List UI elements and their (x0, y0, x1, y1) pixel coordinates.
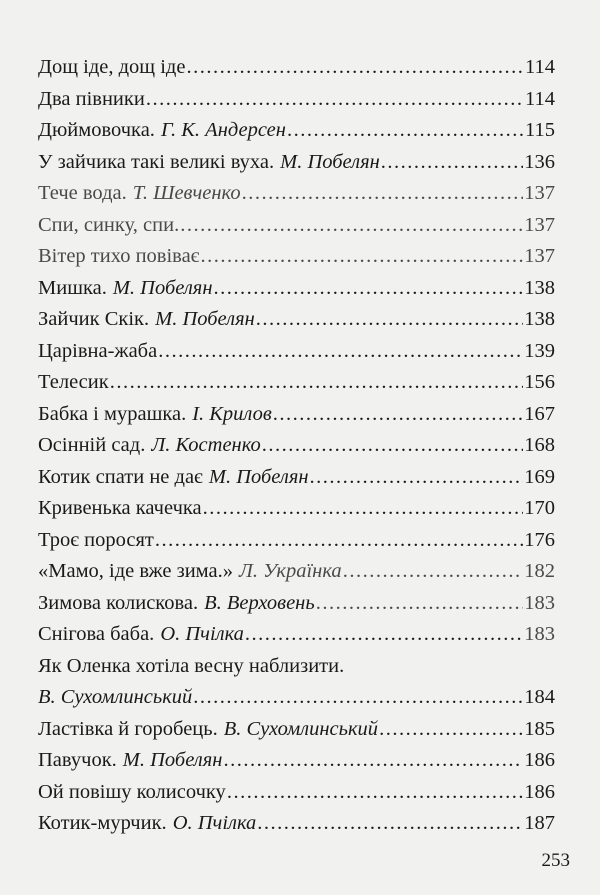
toc-entry-author: В. Сухомлинський (223, 717, 379, 740)
toc-entry-author: О. Пчілка (160, 623, 244, 645)
toc-entry-page: 183 (524, 591, 555, 614)
toc-entry (38, 777, 555, 809)
toc-entry (38, 430, 555, 462)
toc-entry-page: 183 (524, 623, 555, 645)
toc-entry (38, 367, 555, 399)
toc-entry-title: Царівна-жаба (38, 339, 158, 362)
toc-entry (38, 399, 555, 431)
toc-leader-dots (155, 525, 523, 557)
toc-leader-dots (316, 588, 524, 620)
toc-entry-title: Вітер тихо повіває (38, 245, 200, 267)
toc-entry-page: 114 (525, 87, 555, 110)
toc-entry-page: 138 (524, 308, 555, 330)
toc-leader-dots (343, 556, 524, 588)
toc-entry (38, 210, 555, 242)
toc-entry-author: Л. Українка (238, 560, 342, 582)
toc-entry (38, 493, 555, 525)
toc-entry (38, 336, 555, 368)
toc-leader-dots (273, 399, 523, 431)
page-number: 253 (541, 850, 570, 871)
toc-leader-dots (257, 808, 523, 840)
toc-entry (38, 84, 555, 116)
toc-entry-page: 156 (524, 371, 555, 393)
toc-entry (38, 651, 555, 683)
toc-leader-dots (146, 84, 524, 116)
toc-leader-dots (193, 682, 523, 714)
toc-leader-dots (287, 115, 524, 147)
toc-leader-dots (242, 178, 524, 210)
toc-entry-title: Ластівка й горобець. (38, 717, 218, 740)
toc-leader-dots (227, 777, 523, 809)
toc-entry-page: 137 (524, 245, 555, 267)
toc-entry-title: Спи, синку, спи. (38, 213, 180, 236)
toc-entry (38, 525, 555, 557)
toc-entry-page: 187 (524, 812, 555, 834)
toc-entry-title: У зайчика такі великі вуха. (38, 150, 275, 173)
toc-entry-title: Ой повішу колисочку (38, 780, 226, 803)
toc-entry-title: Зайчик Скік. (38, 308, 150, 330)
toc-entry-author: Г. К. Андерсен (160, 119, 286, 141)
toc-entry-page: 114 (525, 56, 555, 78)
toc-entry (38, 115, 555, 147)
toc-entry (38, 588, 555, 620)
toc-entry-author: М. Побелян (112, 276, 213, 299)
toc-entry-page: 184 (524, 686, 555, 708)
toc-entry-page: 137 (524, 213, 555, 236)
toc-entry (38, 462, 555, 494)
toc-leader-dots (214, 273, 524, 305)
table-of-contents (38, 52, 555, 840)
toc-entry-title: Павучок. (38, 749, 117, 771)
toc-entry-title: Котик спати не дає (38, 465, 203, 488)
toc-entry-author: М. Побелян (155, 308, 255, 330)
toc-entry (38, 714, 555, 746)
toc-leader-dots (262, 430, 523, 462)
toc-entry-page: 185 (524, 717, 555, 740)
toc-entry-author: В. Сухомлинський (38, 686, 193, 708)
toc-entry (38, 619, 555, 651)
toc-entry-author: О. Пчілка (172, 812, 257, 834)
toc-entry-page: 170 (524, 497, 555, 519)
toc-entry-title: Троє поросят (38, 528, 154, 551)
toc-entry-page: 186 (524, 749, 555, 771)
toc-leader-dots (245, 619, 523, 651)
toc-entry-author: Т. Шевченко (132, 182, 241, 204)
toc-entry-author: М. Побелян (280, 150, 380, 173)
toc-entry-author: І. Крилов (192, 402, 272, 425)
toc-leader-dots (256, 304, 523, 336)
toc-entry-title: Дюймовочка. (38, 119, 155, 141)
toc-entry (38, 178, 555, 210)
toc-entry-page: 115 (525, 119, 555, 141)
toc-entry-page: 168 (524, 434, 555, 456)
toc-entry-title: Кривенька качечка (38, 497, 202, 519)
toc-entry-title: Котик-мурчик. (38, 812, 167, 834)
toc-leader-dots (203, 493, 524, 525)
toc-leader-dots (379, 714, 523, 746)
toc-entry (38, 147, 555, 179)
toc-entry (38, 808, 555, 840)
toc-entry (38, 556, 555, 588)
toc-entry-page: 137 (524, 182, 555, 204)
toc-entry-author: В. Верховень (204, 591, 315, 614)
toc-entry-title: Осінній сад. (38, 434, 146, 456)
toc-entry-continuation (38, 682, 555, 714)
toc-entry-title: Тече вода. (38, 182, 127, 204)
toc-entry-page: 167 (524, 402, 555, 425)
toc-entry-page: 186 (524, 780, 555, 803)
toc-entry-title: Два півники (38, 87, 145, 110)
toc-entry (38, 241, 555, 273)
toc-entry-title: «Мамо, іде вже зима.» (38, 560, 233, 582)
toc-leader-dots (310, 462, 524, 494)
toc-entry-title: Мишка. (38, 276, 107, 299)
toc-entry-author: Л. Костенко (151, 434, 261, 456)
toc-entry-page: 182 (524, 560, 555, 582)
toc-entry (38, 304, 555, 336)
toc-entry-title: Телесик (38, 371, 109, 393)
toc-entry-title: Бабка і мурашка. (38, 402, 187, 425)
toc-leader-dots (158, 336, 523, 368)
toc-entry-page: 136 (524, 150, 555, 173)
toc-entry (38, 273, 555, 305)
toc-leader-dots (381, 147, 523, 179)
toc-entry-author: М. Побелян (208, 465, 309, 488)
toc-entry-page: 138 (524, 276, 555, 299)
toc-leader-dots (186, 52, 524, 84)
toc-entry-title: Снігова баба. (38, 623, 155, 645)
toc-leader-dots (223, 745, 523, 777)
toc-entry-title: Зимова колискова. (38, 591, 199, 614)
toc-leader-dots (200, 241, 523, 273)
toc-entry (38, 745, 555, 777)
toc-entry-page: 176 (524, 528, 555, 551)
toc-entry-title: Дощ іде, дощ іде (38, 56, 186, 78)
toc-entry-page: 139 (524, 339, 555, 362)
toc-entry (38, 52, 555, 84)
toc-entry-page: 169 (524, 465, 555, 488)
toc-entry-author: М. Побелян (122, 749, 223, 771)
toc-leader-dots (110, 367, 524, 399)
toc-entry-title: Як Оленка хотіла весну наблизити. (38, 654, 345, 677)
toc-leader-dots (180, 210, 523, 242)
